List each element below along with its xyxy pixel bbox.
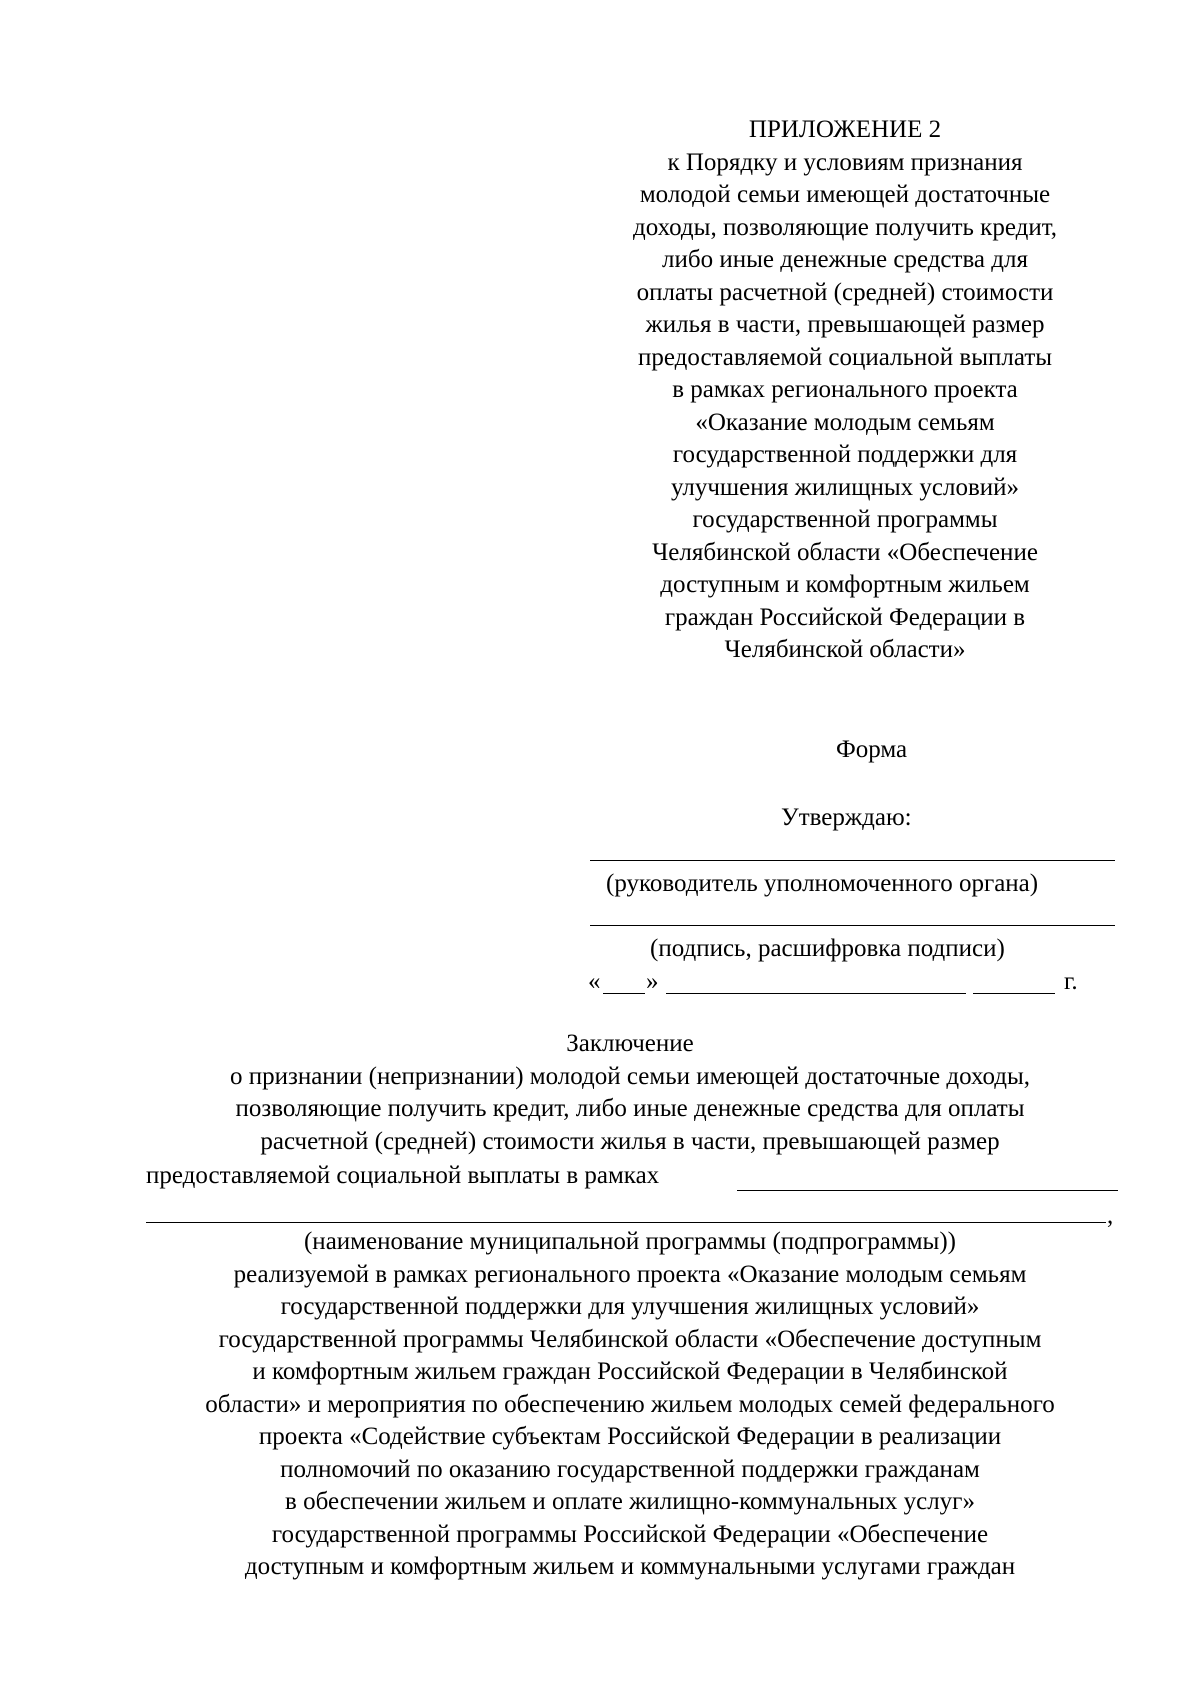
signature-caption: (подпись, расшифровка подписи) [650, 935, 1005, 962]
appendix-line: либо иные денежные средства для [662, 246, 1028, 273]
date-month-blank [666, 993, 966, 994]
appendix-line: предоставляемой социальной выплаты [637, 343, 1053, 371]
head-name-line [590, 860, 1115, 861]
blank-line-prefix: предоставляемой социальной выплаты в рамках [146, 1162, 660, 1189]
appendix-line: государственной поддержки для [672, 441, 1018, 468]
date-day-blank [603, 993, 645, 994]
appendix-line: улучшения жилищных условий» [670, 473, 1020, 501]
appendix-line: молодой семьи имеющей достаточные [639, 181, 1051, 208]
appendix-line: к Порядку и условиям признания [667, 148, 1023, 176]
conclusion-line: реализуемой в рамках регионального проекта «Оказание молодым семьям [233, 1260, 1027, 1288]
conclusion-line: о признании (непризнании) молодой семьи имеющей достаточные доходы, [229, 1062, 1031, 1090]
appendix-line: граждан Российской Федерации в [664, 603, 1026, 631]
appendix-line: доходы, позволяющие получить кредит, [633, 213, 1057, 241]
program-name-blank-2 [146, 1222, 1106, 1223]
conclusion-line: государственной программы Челябинской области «Обеспечение доступным [218, 1325, 1042, 1353]
conclusion-line: и комфортным жильем граждан Российской Федерации в Челябинской [252, 1358, 1008, 1385]
appendix-line: жилья в части, превышающей размер [645, 311, 1045, 338]
appendix-block [575, 114, 1115, 667]
conclusion-block [120, 1028, 1140, 1158]
conclusion-line: полномочий по оказанию государственной поддержки гражданам [280, 1455, 980, 1483]
form-label: Форма [836, 736, 908, 763]
conclusion-line: позволяющие получить кредит, либо иные денежные средства для оплаты [235, 1095, 1025, 1122]
conclusion-line: государственной программы Российской Федерации «Обеспечение [271, 1520, 989, 1548]
conclusion-body [120, 1226, 1140, 1584]
conclusion-line: доступным и комфортным жильем и коммунальными услугами граждан [244, 1553, 1016, 1580]
date-open-quote: « [588, 968, 601, 995]
appendix-line: оплаты расчетной (средней) стоимости [636, 278, 1054, 306]
program-name-blank-1 [737, 1190, 1118, 1191]
appendix-line: государственной программы [692, 506, 998, 533]
appendix-line: Челябинской области» [724, 636, 966, 663]
conclusion-title: Заключение [566, 1030, 694, 1057]
conclusion-line: расчетной (средней) стоимости жилья в части, превышающей размер [260, 1127, 1000, 1155]
appendix-line: доступным и комфортным жильем [660, 571, 1030, 598]
blank-line-suffix: , [1107, 1202, 1114, 1229]
conclusion-line: проекта «Содействие субъектам Российской Федерации в реализации [258, 1423, 1002, 1450]
appendix-line: в рамках регионального проекта [672, 376, 1018, 403]
appendix-title: ПРИЛОЖЕНИЕ 2 [748, 116, 942, 143]
conclusion-line: в обеспечении жильем и оплате жилищно-коммунальных услуг» [285, 1488, 975, 1515]
approval-label: Утверждаю: [781, 804, 912, 831]
date-close-quote: » [646, 968, 659, 995]
head-caption: (руководитель уполномоченного органа) [606, 870, 1039, 897]
conclusion-line: области» и мероприятия по обеспечению жильем молодых семей федерального [205, 1390, 1055, 1418]
appendix-line: «Оказание молодым семьям [695, 408, 995, 436]
date-year-blank [973, 993, 1055, 994]
signature-line [590, 925, 1115, 926]
program-caption: (наименование муниципальной программы (подпрограммы)) [303, 1228, 956, 1255]
year-suffix: г. [1064, 968, 1078, 995]
appendix-line: Челябинской области «Обеспечение [652, 538, 1038, 566]
conclusion-line: государственной поддержки для улучшения жилищных условий» [280, 1293, 980, 1320]
